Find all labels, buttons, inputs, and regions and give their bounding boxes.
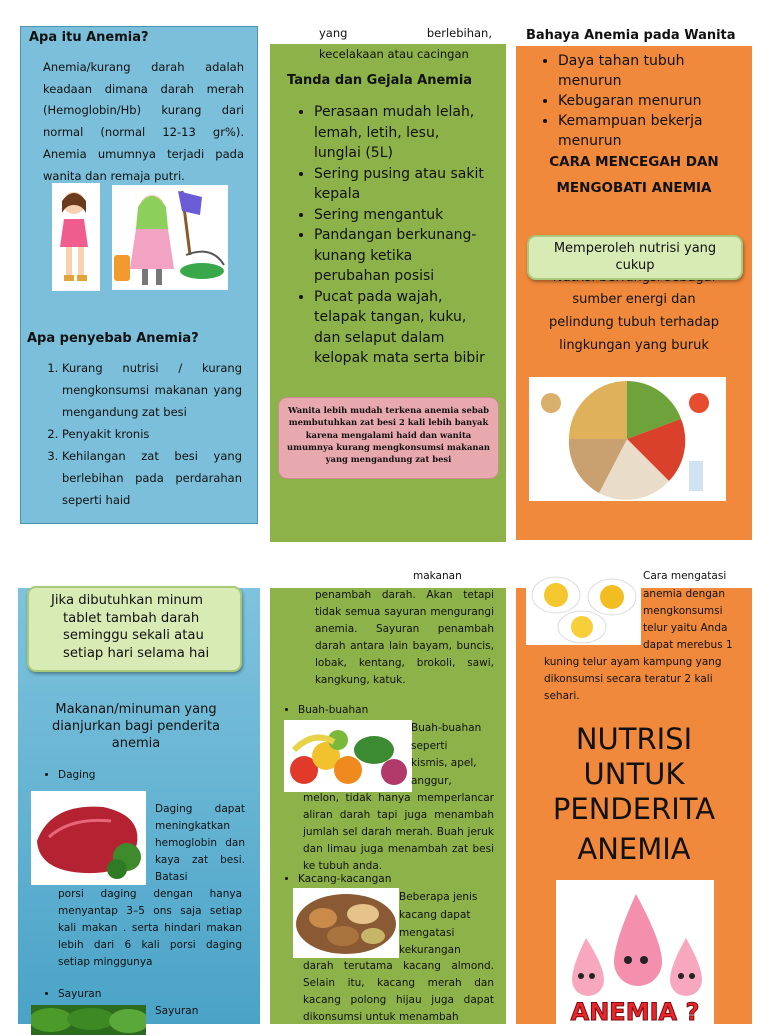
nutrition-pill-text: Memperoleh nutrisi yang cukup [553, 241, 717, 273]
list-item: • Daging [58, 769, 95, 781]
tablet-pill [27, 586, 242, 672]
egg-right-1: Cara mengatasi [643, 570, 727, 582]
causes-list [62, 357, 242, 511]
buah-right-3: kismis, apel, [411, 757, 477, 769]
panel-top-right [516, 46, 752, 540]
title-line-2: UNTUK [583, 757, 685, 791]
food-list-daging [58, 769, 95, 781]
heading-prevention-2: MENGOBATI ANEMIA [556, 180, 712, 196]
list-item: • Perasaan mudah lelah, lemah, letih, lesu, lunglai (5L) [314, 102, 490, 164]
title-line-4: ANEMIA [577, 832, 691, 866]
recommended-food-heading: Makanan/minuman yang dianjurkan bagi penderita anemia [52, 702, 220, 751]
heading-dangers: Bahaya Anemia pada Wanita [526, 28, 736, 43]
title-line-1: NUTRISI [575, 722, 693, 756]
buah-right-2: seperti [411, 740, 448, 752]
kacang-right-2: kacang dapat [399, 909, 471, 921]
blood-drops-logo [556, 880, 714, 1024]
food-list-kacang [298, 873, 391, 885]
heading-anemia-causes: Apa penyebab Anemia? [27, 331, 199, 346]
egg-right-2: anemia dengan [643, 588, 726, 600]
nutrition-line-2: pelindung tubuh terhadap [549, 315, 719, 330]
panel-bottom-middle [270, 588, 506, 1024]
egg-paragraph: kuning telur ayam kampung yang dikonsumsi secara teratur 2 kali sehari. [544, 656, 722, 702]
panel-bottom-right [516, 570, 752, 1024]
girl-illustration [52, 183, 100, 291]
list-item: • Sering mengantuk [314, 205, 490, 226]
fruit-photo [284, 720, 412, 792]
kacang-right-1: Beberapa jenis [399, 891, 478, 903]
list-item: • Pandangan berkunang-kunang ketika perubahan posisi [314, 225, 490, 287]
mother-illustration [112, 185, 228, 290]
egg-right-3: mengkonsumsi [643, 605, 723, 617]
sayuran-label: Sayuran [155, 1005, 199, 1017]
continued-text-makanan: makanan [413, 570, 462, 582]
list-item: • Daya tahan tubuh menurun [558, 51, 738, 91]
continued-text-1: yang berlebihan, [319, 26, 492, 40]
panel-top-left [20, 26, 258, 524]
list-item: • Kacang-kacangan [298, 873, 391, 885]
food-list-sayuran [58, 988, 101, 1000]
kacang-right-4: kekurangan [399, 944, 461, 956]
heading-prevention-1: CARA MENCEGAH DAN [549, 154, 719, 170]
buah-paragraph: melon, tidak hanya memperlancar aliran darah tapi juga menambah jumlah sel darah merah. Buah jeruk dan limau juga menambah zat besi ke tubuh anda. [303, 792, 494, 872]
kacang-right-3: mengatasi [399, 927, 455, 939]
nutrition-line-1: sumber energi dan [572, 292, 696, 307]
list-item: • Pucat pada wajah, telapak tangan, kuku, dan selaput dalam kelopak mata serta bibir [314, 287, 490, 369]
kacang-paragraph: darah terutama kacang almond. Selain itu, kacang merah dan kacang polong hijau juga dapat dikonsumsi untuk menambah [303, 960, 494, 1023]
list-item: • Kemampuan bekerja menurun [558, 111, 738, 151]
list-item: • Buah-buahan [298, 704, 368, 716]
panel-bottom-left [18, 588, 260, 1024]
list-item: • Kebugaran menurun [558, 91, 738, 111]
list-item: • Sering pusing atau sakit kepala [314, 164, 490, 205]
nutrition-pill [527, 235, 743, 280]
food-list-buah [298, 704, 368, 716]
egg-right-5: dapat merebus 1 [643, 639, 733, 651]
heading-what-is-anemia: Apa itu Anemia? [29, 30, 149, 45]
list-item: 1. Kurang nutrisi / kurang mengkonsumsi makanan yang mengandung zat besi [62, 357, 242, 423]
note-text: Wanita lebih mudah terkena anemia sebab membutuhkan zat besi 2 kali lebih banyak karena mengalami haid dan wanita umumnya kurang mengkonsumsi makanan yang mengandung zat besi [287, 405, 491, 465]
daging-description-2: porsi daging dengan hanya menyantap 3–5 ons saja setiap kali makan . serta hindari makan lebih dari 6 kali porsi daging setiap minggunya [58, 888, 242, 968]
list-item: • Sayuran [58, 988, 101, 1000]
egg-right-4: telur yaitu Anda [643, 622, 728, 634]
buah-right-4: anggur, [411, 775, 452, 787]
title-line-3: PENDERITA [552, 792, 716, 826]
symptoms-list [314, 102, 490, 369]
continued-text-2: kecelakaan atau cacingan [319, 47, 469, 61]
note-box [278, 397, 499, 479]
sayuran-paragraph: penambah darah. Akan tetapi tidak semua sayuran mengurangi anemia. Sayuran penambah darah antara lain bayam, buncis, lobak, kentang, brokoli, sawi, kangkung, katuk. [315, 589, 494, 686]
dangers-list [558, 51, 738, 151]
buah-right-1: Buah-buahan [411, 722, 482, 734]
list-item: 3. Kehilangan zat besi yang berlebihan pada perdarahan seperti haid [62, 445, 242, 511]
paragraph-anemia-definition: Anemia/kurang darah adalah keadaan dimana darah merah (Hemoglobin/Hb) kurang dari normal (normal 12-13 gr%). Anemia umumnya terjadi pada wanita dan remaja putri. [43, 60, 244, 183]
panel-top-middle [270, 44, 506, 542]
food-pyramid-photo [529, 377, 726, 501]
tablet-pill-text: Jika dibutuhkan minum tablet tambah darah seminggu sekali atau setiap hari selama hai [51, 593, 210, 661]
heading-symptoms: Tanda dan Gejala Anemia [287, 73, 473, 88]
vegetable-photo [31, 1005, 146, 1035]
egg-photo [526, 573, 641, 645]
logo-text: ANEMIA ? [570, 998, 700, 1024]
nuts-photo [293, 888, 399, 958]
nutrition-line-3: lingkungan yang buruk [559, 338, 709, 353]
daging-description: Daging dapat meningkatkan hemoglobin dan kaya zat besi. Batasi [155, 803, 245, 883]
meat-photo [31, 791, 146, 885]
list-item: 2. Penyakit kronis [62, 423, 242, 445]
